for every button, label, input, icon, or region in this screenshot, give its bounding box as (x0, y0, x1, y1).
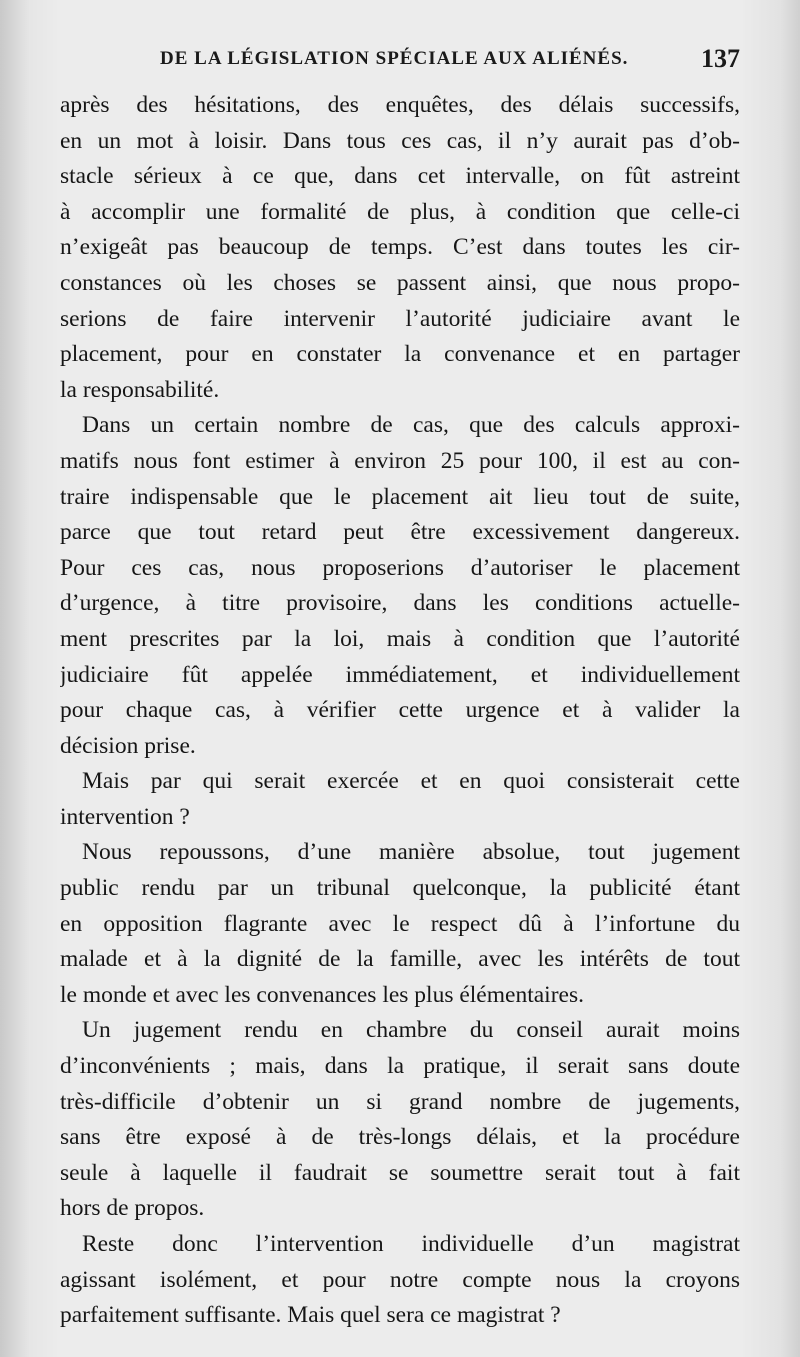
text-line: intervention ? (60, 803, 190, 830)
body-text (60, 88, 740, 1334)
text-line: la responsabilité. (60, 376, 220, 403)
text-line: à accomplir une formalité de plus, à condition que celle-ci (60, 198, 740, 225)
text-line: matifs nous font estimer à environ 25 pour 100, il est au con- (60, 447, 740, 474)
text-line: traire indispensable que le placement ait lieu tout de suite, (60, 483, 740, 510)
text-line: Dans un certain nombre de cas, que des calculs approxi- (82, 412, 740, 439)
text-line: Pour ces cas, nous proposerions d’autoriser le placement (60, 554, 740, 581)
page-number: 137 (701, 44, 740, 73)
text-line: seule à laquelle il faudrait se soumettre serait tout à fait (60, 1159, 740, 1186)
text-line: Mais par qui serait exercée et en quoi consisterait cette (82, 768, 740, 795)
text-line: malade et à la dignité de la famille, avec les intérêts de tout (60, 946, 740, 973)
text-line: parce que tout retard peut être excessivement dangereux. (60, 519, 740, 546)
text-line: très-difficile d’obtenir un si grand nombre de jugements, (60, 1088, 740, 1115)
text-line: pour chaque cas, à vérifier cette urgence et à valider la (60, 697, 740, 724)
text-line: stacle sérieux à ce que, dans cet intervalle, on fût astreint (60, 163, 740, 190)
text-line: le monde et avec les convenances les plus élémentaires. (60, 981, 584, 1008)
text-line: ment prescrites par la loi, mais à condition que l’autorité (60, 625, 740, 652)
text-line: hors de propos. (60, 1195, 205, 1222)
text-line: n’exigeât pas beaucoup de temps. C’est dans toutes les cir- (60, 234, 740, 261)
text-line: sans être exposé à de très-longs délais, et la procédure (60, 1124, 740, 1151)
text-line: en un mot à loisir. Dans tous ces cas, il n’y aurait pas d’ob- (60, 127, 740, 154)
text-line: Nous repoussons, d’une manière absolue, tout jugement (82, 839, 740, 866)
text-line: judiciaire fût appelée immédiatement, et individuellement (60, 661, 740, 688)
text-line: d’urgence, à titre provisoire, dans les conditions actuelle- (60, 590, 740, 617)
text-line: public rendu par un tribunal quelconque, la publicité étant (60, 875, 740, 902)
running-head: DE LA LÉGISLATION SPÉCIALE AUX ALIÉNÉS. (160, 48, 629, 69)
text-line: placement, pour en constater la convenance et en partager (60, 341, 740, 368)
text-line: Un jugement rendu en chambre du conseil aurait moins (82, 1017, 740, 1044)
text-line: agissant isolément, et pour notre compte nous la croyons (60, 1266, 740, 1293)
text-line: d’inconvénients ; mais, dans la pratique, il serait sans doute (60, 1053, 740, 1080)
text-line: décision prise. (60, 732, 196, 759)
text-line: après des hésitations, des enquêtes, des délais successifs, (60, 92, 740, 118)
text-line: serions de faire intervenir l’autorité judiciaire avant le (60, 305, 740, 332)
text-line: en opposition flagrante avec le respect dû à l’infortune du (60, 910, 740, 937)
text-line: parfaitement suffisante. Mais quel sera ce magistrat ? (60, 1302, 561, 1329)
text-line: Reste donc l’intervention individuelle d’un magistrat (82, 1231, 740, 1257)
text-line: constances où les choses se passent ainsi, que nous propo- (60, 269, 740, 296)
page-header (60, 44, 740, 78)
